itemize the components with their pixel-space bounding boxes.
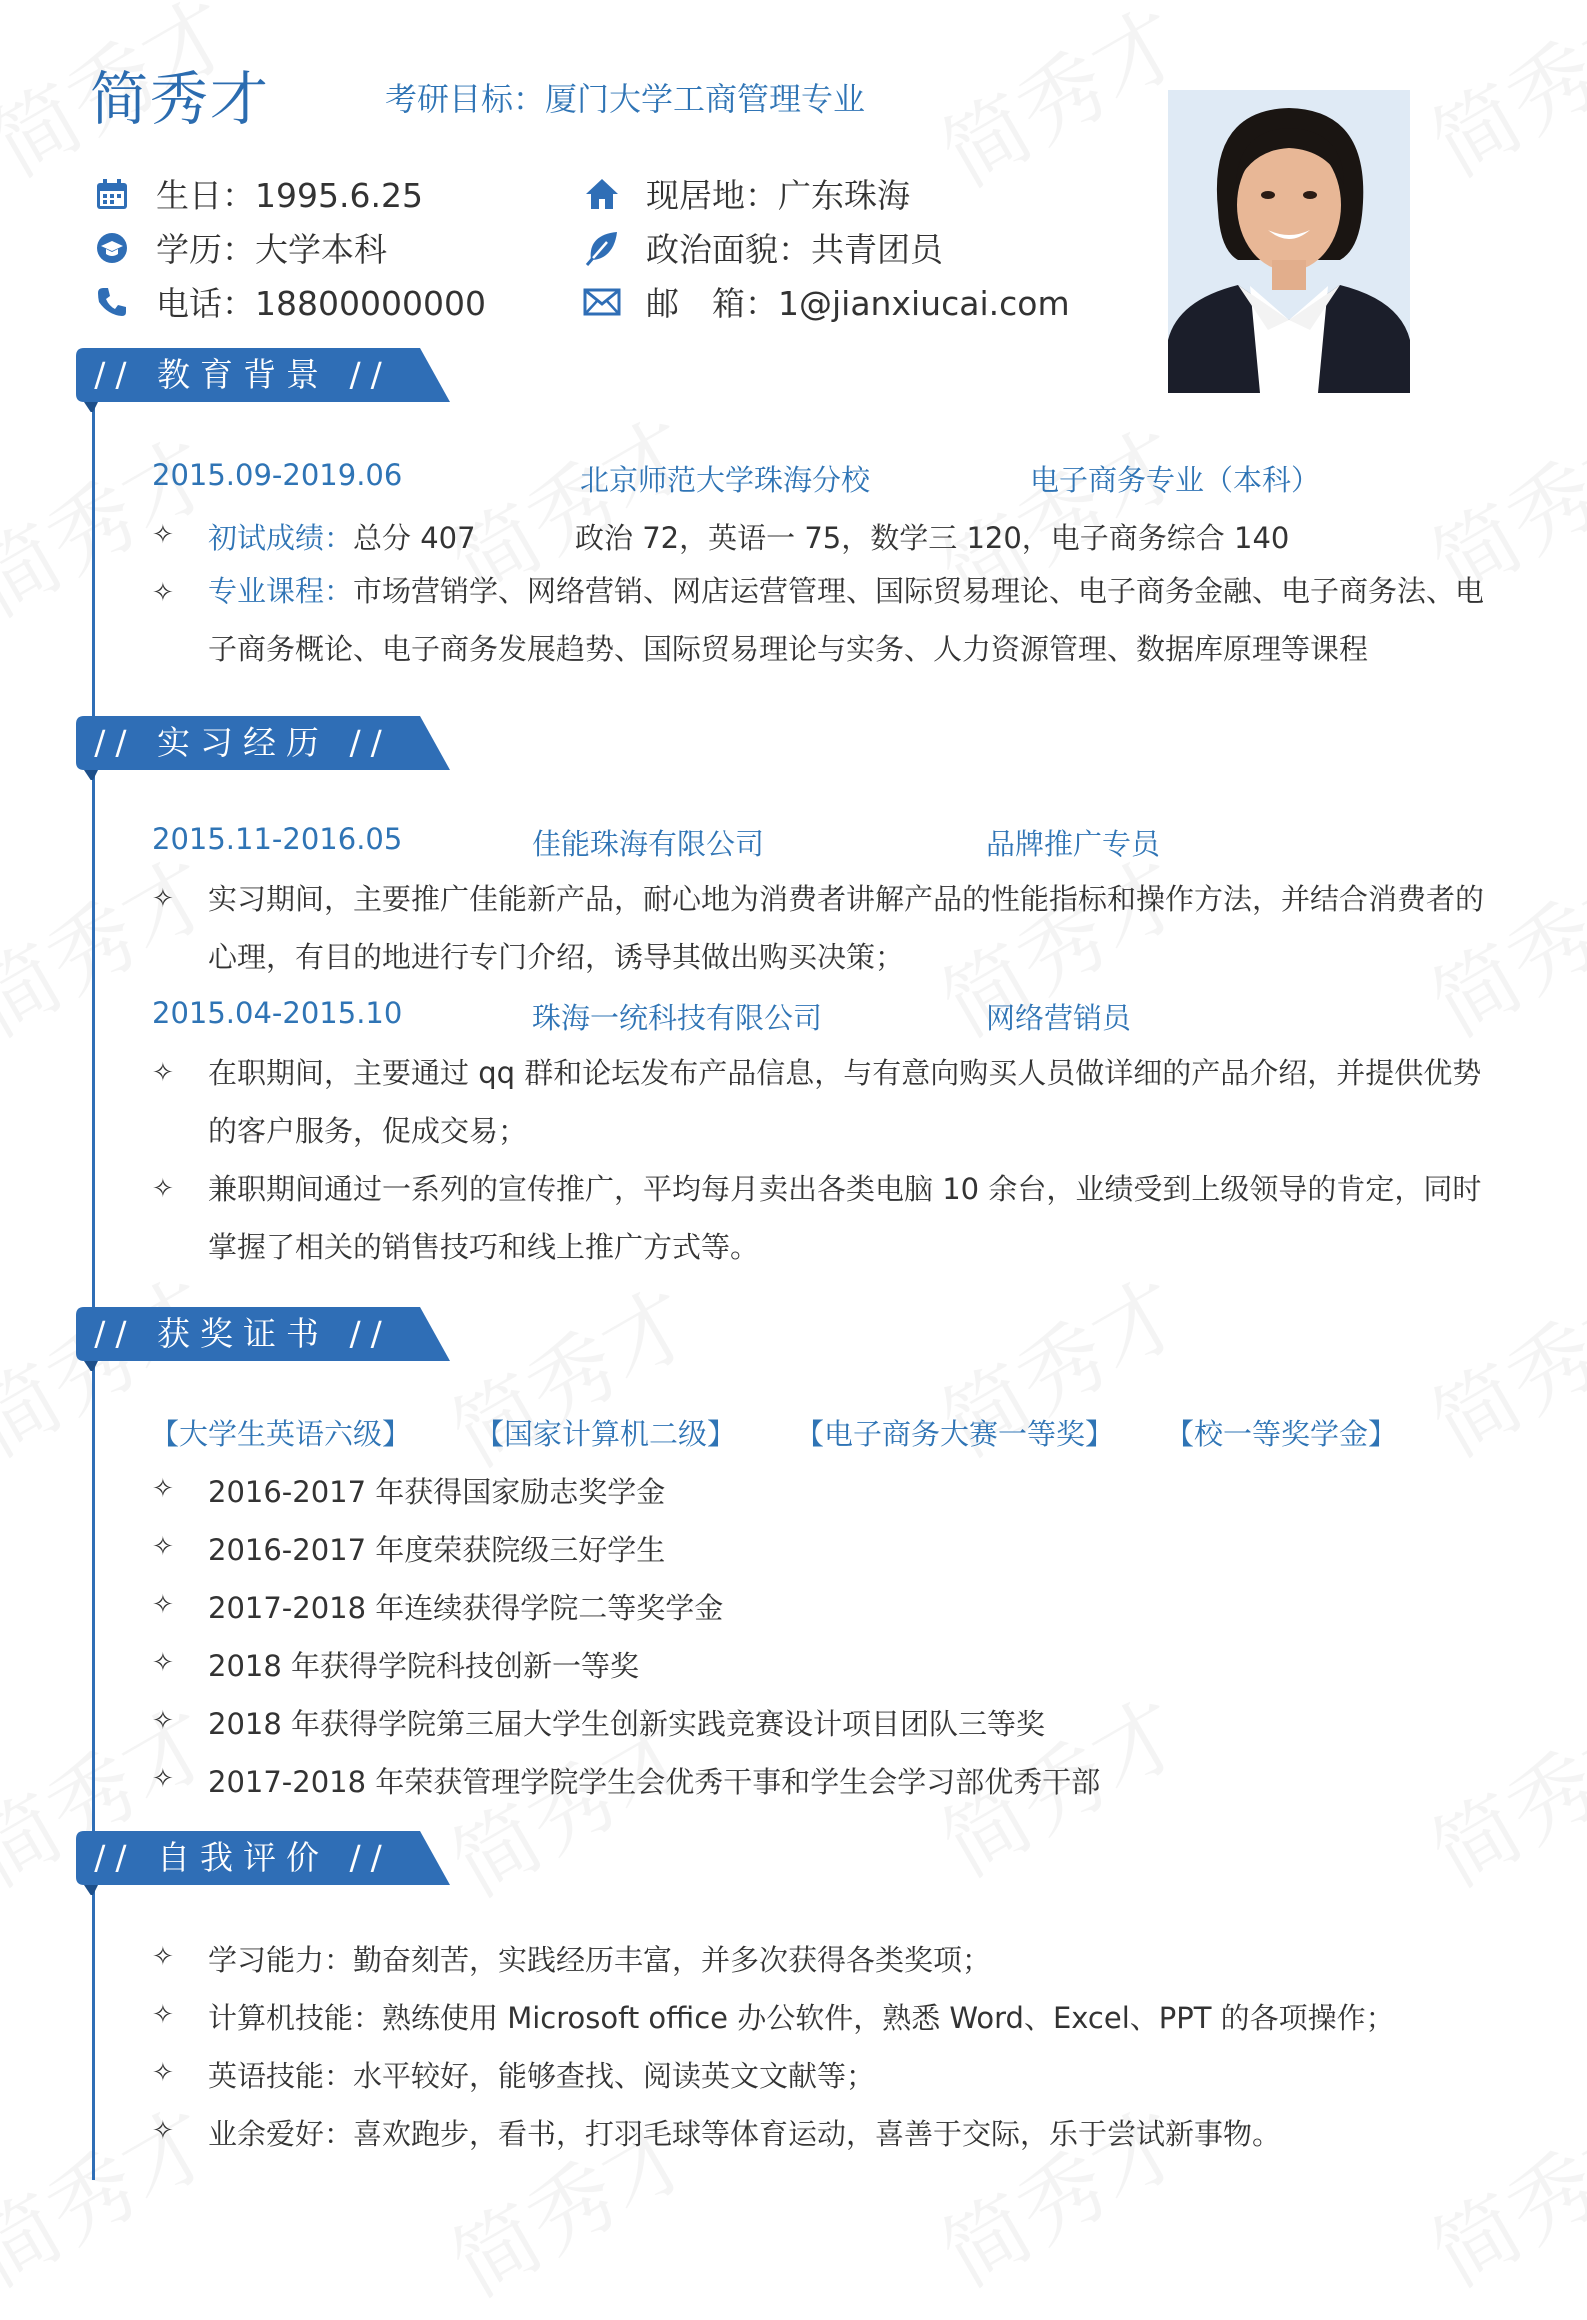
section-header-internship (76, 716, 450, 770)
bullet-icon: ✧ (152, 1942, 174, 1972)
info-education (92, 224, 387, 271)
award-item: 2018 年获得学院第三届大学生创新实践竞赛设计项目团队三等奖 (208, 1707, 1046, 1741)
education-text: 学历：大学本科 (156, 230, 387, 269)
self-item: 业余爱好：喜欢跑步，看书，打羽毛球等体育运动，喜善于交际，乐于尝试新事物。 (208, 2117, 1282, 2151)
bullet-icon: ✧ (152, 578, 174, 608)
cert-badge: 【大学生英语六级】 (150, 1417, 412, 1451)
bullet-icon: ✧ (152, 1764, 174, 1794)
bullet-icon: ✧ (152, 1474, 174, 1504)
section-header-self (76, 1831, 450, 1885)
edu-school: 北京师范大学珠海分校 (580, 463, 871, 497)
job2-desc1: 在职期间，主要通过 qq 群和论坛发布产品信息，与有意向购买人员做详细的产品介绍，并提供优势的客户服务，促成交易； (208, 1056, 1482, 1148)
score-label: 初试成绩： (208, 521, 354, 555)
cert-badge: 【电子商务大赛一等奖】 (795, 1417, 1115, 1451)
candidate-name: 简秀才 (90, 65, 271, 133)
cert-badge: 【国家计算机二级】 (475, 1417, 737, 1451)
section-title-education: // 教育背景 // (94, 355, 392, 394)
bullet-icon: ✧ (152, 2116, 174, 2146)
watermark (426, 1254, 711, 1490)
section-header-awards (76, 1307, 450, 1361)
info-phone (92, 278, 486, 325)
watermark (1406, 1244, 1587, 1480)
bullet-icon: ✧ (152, 1648, 174, 1678)
bullet-icon: ✧ (152, 2000, 174, 2030)
bullet-icon: ✧ (152, 1174, 174, 1204)
info-birth (92, 170, 423, 217)
graduation-cap-icon (92, 228, 132, 268)
bullet-icon: ✧ (152, 1590, 174, 1620)
watermark (1406, 1674, 1587, 1910)
self-item: 计算机技能：熟练使用 Microsoft office 办公软件，熟悉 Word、Excel、PPT 的各项操作； (208, 2001, 1395, 2035)
section-header-education (76, 348, 450, 402)
info-political (582, 224, 943, 271)
bullet-icon: ✧ (152, 1532, 174, 1562)
watermark (1406, 2074, 1587, 2310)
award-item: 2018 年获得学院科技创新一等奖 (208, 1649, 640, 1683)
edu-courses (208, 562, 1488, 678)
edu-major: 电子商务专业（本科） (1030, 463, 1321, 497)
cert-badge: 【校一等奖学金】 (1165, 1417, 1398, 1451)
section-title-internship: // 实习经历 // (94, 723, 392, 762)
job2-company: 珠海一统科技有限公司 (532, 1001, 823, 1035)
calendar-icon (92, 174, 132, 214)
bullet-icon: ✧ (152, 1706, 174, 1736)
score-total: 总分 407 (353, 521, 476, 555)
email-text: 邮 箱：1@jianxiucai.com (646, 284, 1070, 323)
job1-desc: 实习期间，主要推广佳能新产品，耐心地为消费者讲解产品的性能指标和操作方法，并结合消费者的心理，有目的地进行专门介绍，诱导其做出购买决策； (208, 882, 1485, 974)
bullet-icon: ✧ (152, 884, 174, 914)
section-title-self: // 自我评价 // (94, 1838, 392, 1877)
section-title-awards: // 获奖证书 // (94, 1314, 392, 1353)
job1-role: 品牌推广专员 (986, 827, 1161, 861)
course-text: 市场营销学、网络营销、网店运营管理、国际贸易理论、电子商务金融、电子商务法、电子商务概论、电子商务发展趋势、国际贸易理论与实务、人力资源管理、数据库原理等课程 (208, 574, 1485, 666)
job2-period: 2015.04-2015.10 (152, 996, 403, 1030)
bullet-icon: ✧ (152, 520, 174, 550)
self-item: 学习能力：勤奋刻苦，实践经历丰富，并多次获得各类奖项； (208, 1943, 992, 1977)
self-item: 英语技能：水平较好，能够查找、阅读英文文献等； (208, 2059, 876, 2093)
watermark (916, 2074, 1201, 2310)
job2-role: 网络营销员 (986, 1001, 1132, 1035)
job2-desc2: 兼职期间通过一系列的宣传推广，平均每月卖出各类电脑 10 余台，业绩受到上级领导的肯定，同时掌握了相关的销售技巧和线上推广方式等。 (208, 1172, 1482, 1264)
watermark (0, 2074, 232, 2310)
residence-text: 现居地：广东珠海 (646, 176, 910, 215)
info-email (582, 278, 1070, 325)
watermark (1406, 0, 1587, 200)
watermark (0, 404, 232, 640)
profile-photo (1168, 90, 1410, 393)
edu-score (208, 516, 476, 557)
award-item: 2016-2017 年度荣获院级三好学生 (208, 1533, 666, 1567)
bullet-icon: ✧ (152, 1058, 174, 1088)
edu-period: 2015.09-2019.06 (152, 458, 403, 492)
score-detail: 政治 72，英语一 75，数学三 120，电子商务综合 140 (575, 521, 1290, 555)
award-item: 2016-2017 年获得国家励志奖学金 (208, 1475, 666, 1509)
bullet-icon: ✧ (152, 2058, 174, 2088)
exam-target: 考研目标：厦门大学工商管理专业 (385, 80, 866, 118)
envelope-icon (582, 282, 622, 322)
political-text: 政治面貌：共青团员 (646, 230, 943, 269)
job1-company: 佳能珠海有限公司 (532, 827, 765, 861)
watermark (916, 0, 1201, 210)
course-label: 专业课程： (208, 574, 354, 608)
job1-period: 2015.11-2016.05 (152, 822, 403, 856)
info-residence (582, 170, 910, 217)
timeline-line (92, 400, 95, 2180)
home-icon (582, 174, 622, 214)
award-item: 2017-2018 年连续获得学院二等奖学金 (208, 1591, 724, 1625)
phone-text: 电话：18800000000 (156, 284, 486, 323)
award-item: 2017-2018 年荣获管理学院学生会优秀干事和学生会学习部优秀干部 (208, 1765, 1101, 1799)
leaf-icon (582, 228, 622, 268)
birth-text: 生日：1995.6.25 (156, 176, 423, 215)
phone-icon (92, 282, 132, 322)
